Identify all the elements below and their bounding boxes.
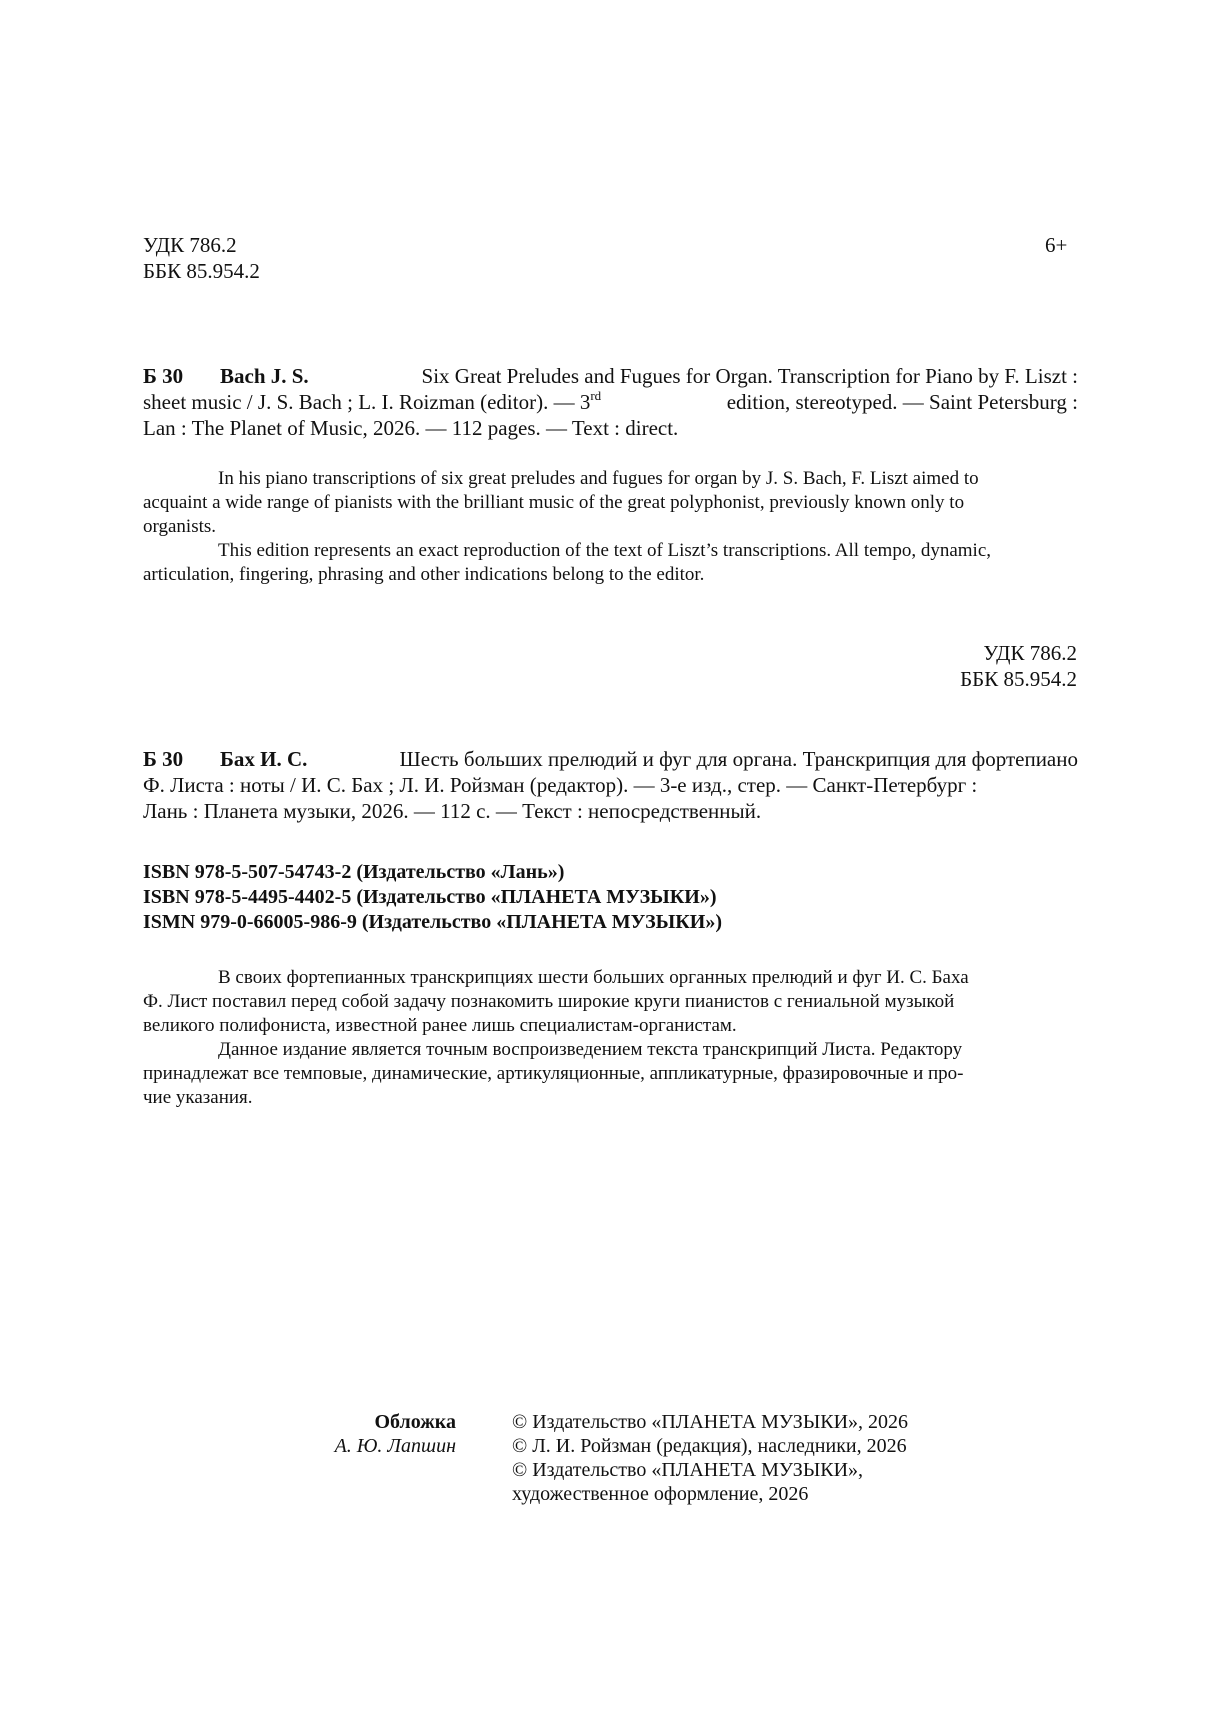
annotation-line: чие указания. <box>143 1087 253 1108</box>
ru-record-line-1-lead <box>143 746 307 772</box>
annotation-line: This edition represents an exact reproduction of the text of Liszt’s transcriptions. All tempo, dynamic, <box>218 540 991 561</box>
bbk-code: ББК 85.954.2 <box>143 259 260 283</box>
copyright-line: © Издательство «ПЛАНЕТА МУЗЫКИ», <box>512 1459 864 1481</box>
author-code: Б 30 <box>143 364 184 388</box>
en-record-line-1 <box>143 363 1078 389</box>
classification-codes-top <box>143 232 260 284</box>
isbn-planet: ISBN 978-5-4495-4402-5 (Издательство «ПЛАНЕТА МУЗЫКИ») <box>143 886 717 908</box>
en-record-line-3 <box>143 415 1078 441</box>
isbn-lan: ISBN 978-5-507-54743-2 (Издательство «Лань») <box>143 861 565 883</box>
en-record-line-2 <box>143 389 1078 415</box>
annotation-line: принадлежат все темповые, динамические, артикуляционные, аппликатурные, фразировочные и про- <box>143 1063 964 1084</box>
english-annotation <box>143 467 1078 587</box>
edition-ordinal-suffix: rd <box>590 388 602 403</box>
identifiers-block <box>143 860 722 935</box>
en-publication-info: Lan : The Planet of Music, 2026. — 112 pages. — Text : direct. <box>143 416 679 440</box>
en-record-line-2-lead <box>143 389 601 415</box>
annotation-line: великого полифониста, известной ранее лишь специалистам-органистам. <box>143 1015 737 1036</box>
copyright-line: художественное оформление, 2026 <box>512 1483 809 1505</box>
annotation-line: Ф. Лист поставил перед собой задачу познакомить широкие круги пианистов с гениальной музыкой <box>143 991 955 1012</box>
en-responsibility: sheet music / J. S. Bach ; L. I. Roizman (editor). — 3 <box>143 390 591 414</box>
en-title: Six Great Preludes and Fugues for Organ. Transcription for Piano by F. Liszt : <box>421 364 1078 388</box>
annotation-line: organists. <box>143 516 217 537</box>
ru-publication-info: Лань : Планета музыки, 2026. — 112 с. — Текст : непосредственный. <box>143 799 762 823</box>
english-bibliographic-record <box>143 363 1078 441</box>
udk-code: УДК 786.2 <box>143 233 237 257</box>
copyright-notices <box>512 1410 908 1506</box>
author-code: Б 30 <box>143 747 184 771</box>
annotation-line: В своих фортепианных транскрипциях шести больших органных прелюдий и фуг И. С. Баха <box>218 967 969 988</box>
en-record-line-1-lead <box>143 363 309 389</box>
cover-credit <box>335 1410 456 1458</box>
annotation-line: acquaint a wide range of pianists with the brilliant music of the great polyphonist, previously known only to <box>143 492 965 513</box>
bbk-code: ББК 85.954.2 <box>960 667 1077 691</box>
ru-record-line-3 <box>143 798 1078 824</box>
cover-label: Обложка <box>374 1411 456 1433</box>
classification-codes-right <box>960 640 1077 692</box>
author-name: Bach J. S. <box>220 364 309 388</box>
annotation-line: Данное издание является точным воспроизведением текста транскрипций Листа. Редактору <box>218 1039 963 1060</box>
ru-record-line-2 <box>143 772 1078 798</box>
en-edition-info: edition, stereotyped. — Saint Petersburg : <box>726 390 1078 414</box>
copyright-line: © Издательство «ПЛАНЕТА МУЗЫКИ», 2026 <box>512 1411 909 1433</box>
russian-annotation <box>143 966 1078 1110</box>
ru-responsibility: Ф. Листа : ноты / И. С. Бах ; Л. И. Ройзман (редактор). — 3-е изд., стер. — Санкт-Петербург : <box>143 773 978 797</box>
ru-record-line-1 <box>143 746 1078 772</box>
udk-code: УДК 786.2 <box>983 641 1077 665</box>
age-rating: 6+ <box>1045 233 1068 257</box>
russian-bibliographic-record <box>143 746 1078 824</box>
annotation-line: In his piano transcriptions of six great preludes and fugues for organ by J. S. Bach, F. Liszt aimed to <box>218 468 979 489</box>
cover-artist: А. Ю. Лапшин <box>334 1435 456 1457</box>
author-name: Бах И. С. <box>220 747 308 771</box>
annotation-line: articulation, fingering, phrasing and other indications belong to the editor. <box>143 564 705 585</box>
copyright-line: © Л. И. Ройзман (редакция), наследники, 2026 <box>512 1435 907 1457</box>
ru-title: Шесть больших прелюдий и фуг для органа. Транскрипция для фортепиано <box>399 747 1078 771</box>
ismn-planet: ISMN 979-0-66005-986-9 (Издательство «ПЛАНЕТА МУЗЫКИ») <box>143 911 723 933</box>
